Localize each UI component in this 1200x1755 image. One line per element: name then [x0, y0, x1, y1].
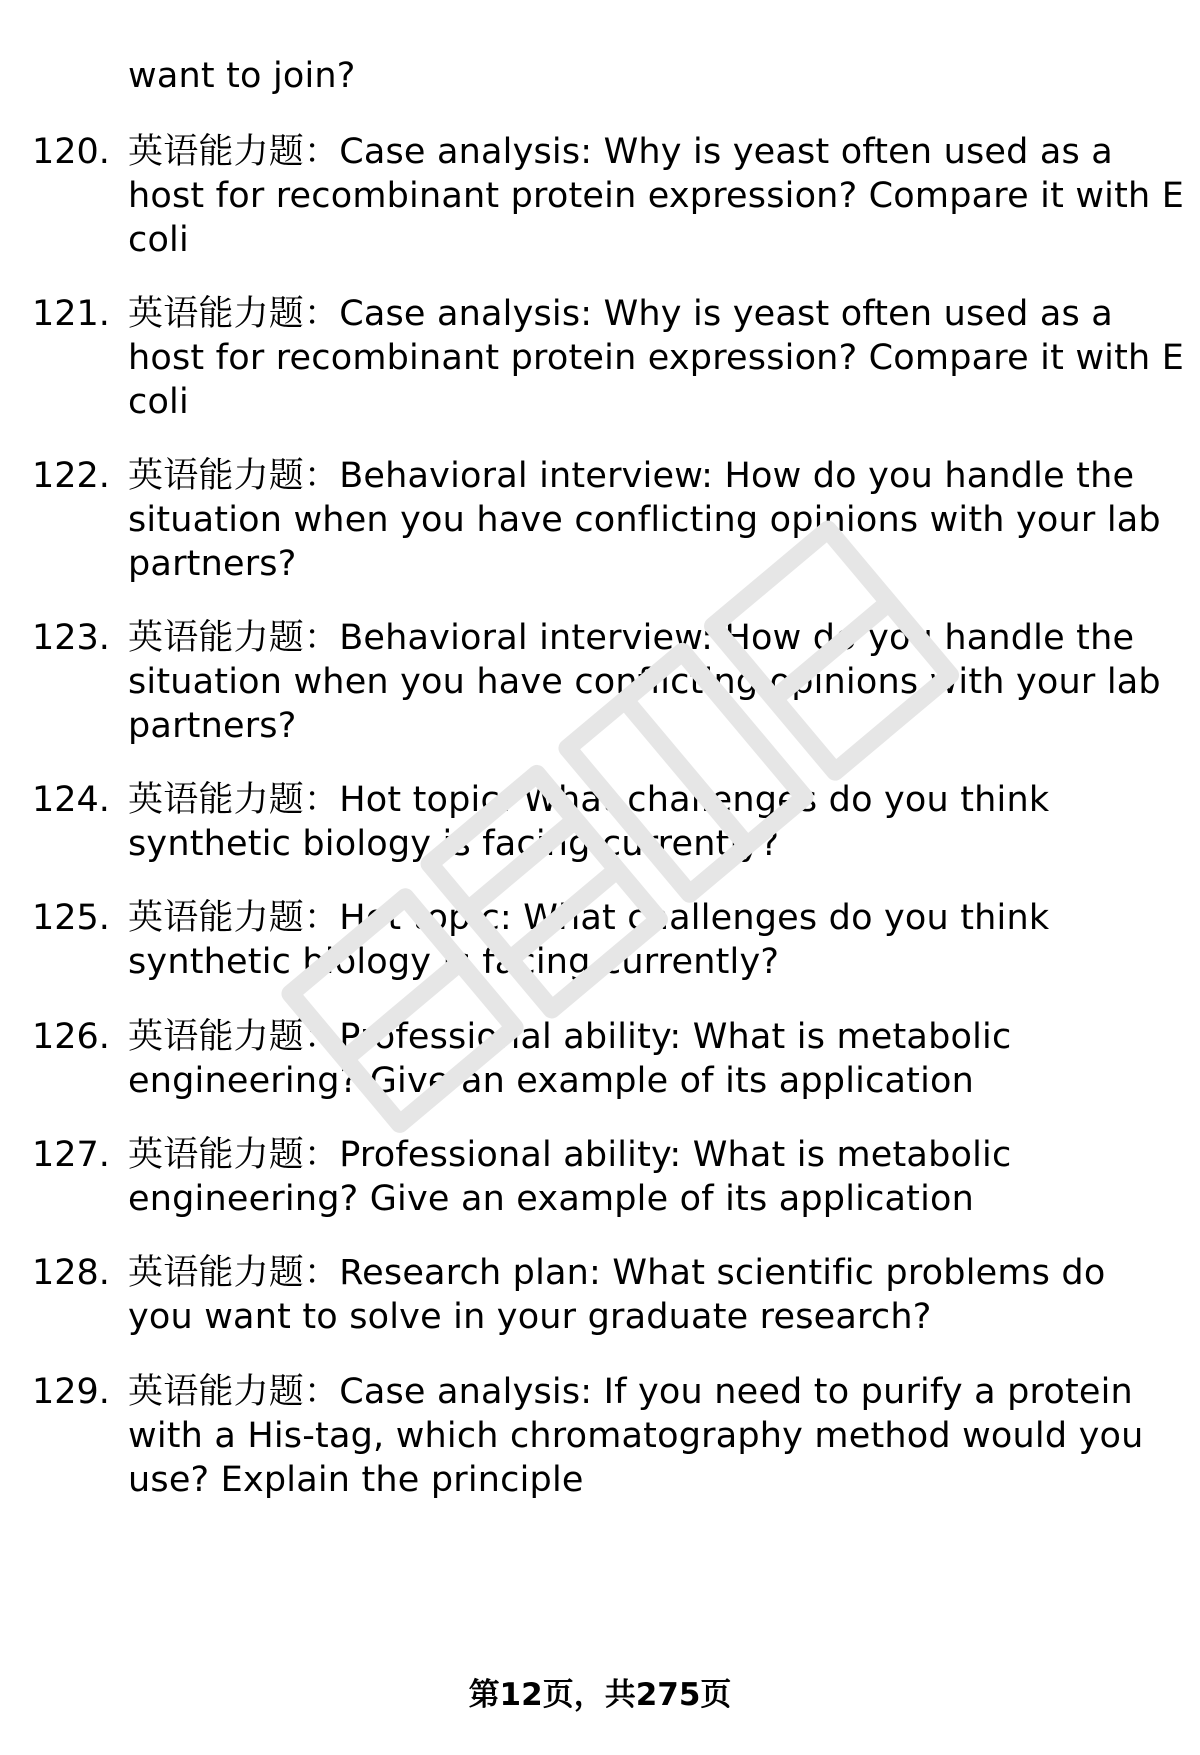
- question-number: 122.: [32, 456, 110, 496]
- question-text-line: 英语能力题：Behavioral interview: How do you handle the: [128, 618, 1135, 658]
- question-text-line: synthetic biology is facing currently?: [128, 942, 780, 982]
- question-text-line: coli: [128, 220, 189, 260]
- question-text-line: host for recombinant protein expression? Compare it with E: [128, 338, 1185, 378]
- question-text-line: use? Explain the principle: [128, 1460, 584, 1500]
- question-number: 129.: [32, 1372, 110, 1412]
- question-text-line: partners?: [128, 544, 297, 584]
- question-number: 127.: [32, 1135, 110, 1175]
- question-text-line: 英语能力题：Hot topic: What challenges do you think: [128, 780, 1050, 820]
- question-number: 121.: [32, 294, 110, 334]
- question-text-line: 英语能力题：Professional ability: What is metabolic: [128, 1017, 1012, 1057]
- question-text-line: partners?: [128, 706, 297, 746]
- question-number: 124.: [32, 780, 110, 820]
- question-text-line: engineering? Give an example of its application: [128, 1061, 974, 1101]
- question-text-line: synthetic biology is facing currently?: [128, 824, 780, 864]
- question-text-line: 英语能力题：Case analysis: If you need to purify a protein: [128, 1372, 1133, 1412]
- question-text-line: coli: [128, 382, 189, 422]
- question-text-line: with a His-tag, which chromatography method would you: [128, 1416, 1144, 1456]
- question-text-line: 英语能力题：Behavioral interview: How do you handle the: [128, 456, 1135, 496]
- question-text-line: 英语能力题：Case analysis: Why is yeast often used as a: [128, 294, 1113, 334]
- question-text-line: situation when you have conflicting opinions with your lab: [128, 500, 1161, 540]
- question-text-line: engineering? Give an example of its application: [128, 1179, 974, 1219]
- question-text-line: host for recombinant protein expression? Compare it with E: [128, 176, 1185, 216]
- question-number: 123.: [32, 618, 110, 658]
- question-number: 120.: [32, 132, 110, 172]
- question-number: 125.: [32, 898, 110, 938]
- question-text-line: situation when you have conflicting opinions with your lab: [128, 662, 1161, 702]
- question-text-line: 英语能力题：Research plan: What scientific problems do: [128, 1253, 1106, 1293]
- question-number: 126.: [32, 1017, 110, 1057]
- question-text-line: you want to solve in your graduate research?: [128, 1297, 932, 1337]
- lead-in-text: want to join?: [128, 56, 356, 96]
- question-text-line: 英语能力题：Case analysis: Why is yeast often used as a: [128, 132, 1113, 172]
- question-text-line: 英语能力题：Hot topic: What challenges do you think: [128, 898, 1050, 938]
- question-number: 128.: [32, 1253, 110, 1293]
- page-footer: 第12页，共275页: [468, 1677, 732, 1713]
- question-text-line: 英语能力题：Professional ability: What is metabolic: [128, 1135, 1012, 1175]
